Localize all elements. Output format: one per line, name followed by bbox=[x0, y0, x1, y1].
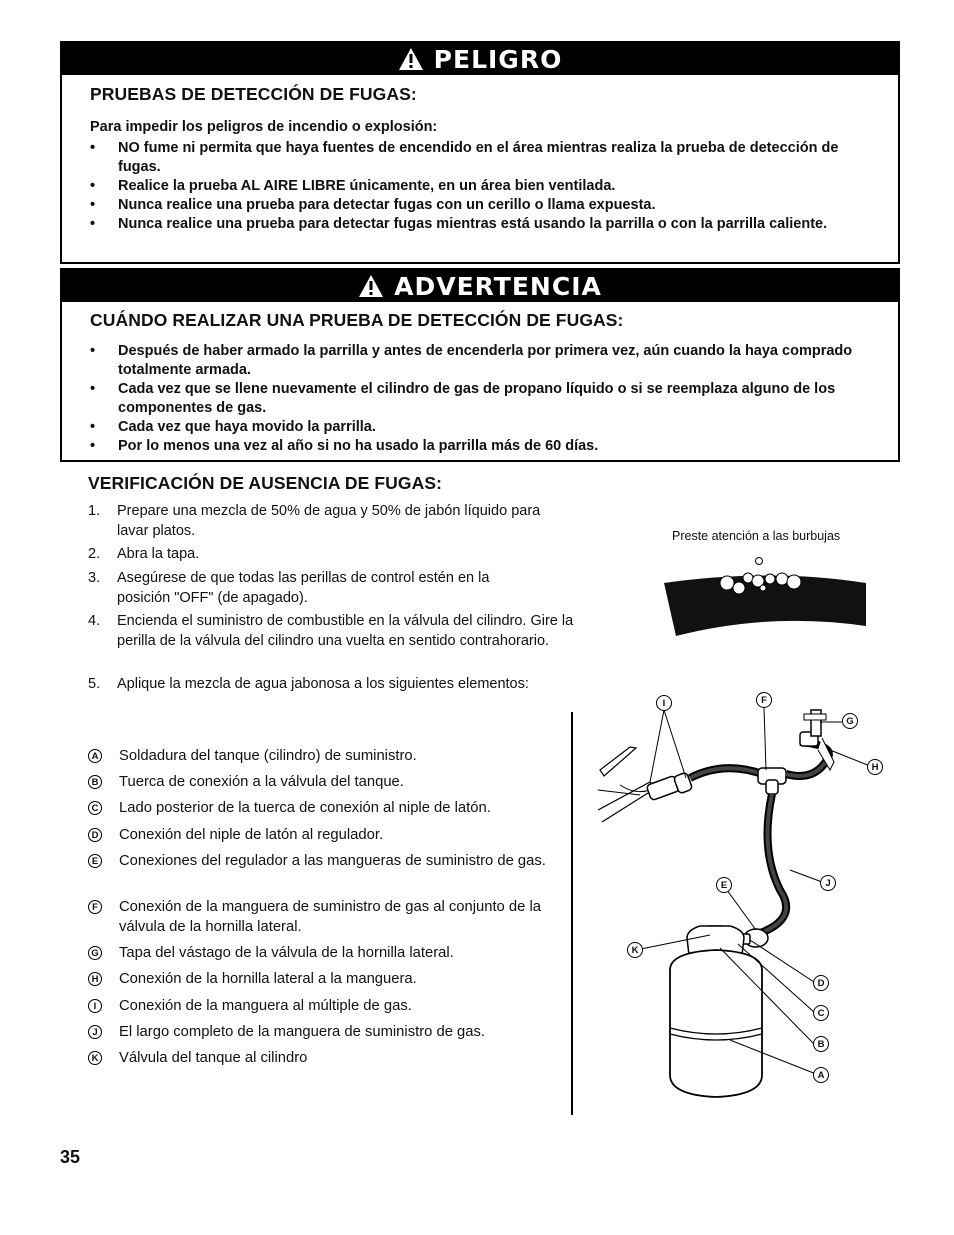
legend-item bbox=[88, 852, 558, 872]
diagram-label-k: K bbox=[627, 942, 643, 958]
legend-text: Tuerca de conexión a la válvula del tanque. bbox=[119, 774, 404, 790]
page-number: 35 bbox=[60, 1147, 81, 1167]
warning-bullet: • Después de haber armado la parrilla y antes de encenderla por primera vez, aún cuando la haya comprado totalmente armada. bbox=[90, 342, 890, 380]
legend-item bbox=[88, 997, 558, 1017]
diagram-label-c: C bbox=[813, 1005, 829, 1021]
bubbles-illustration bbox=[660, 550, 880, 650]
legend-item bbox=[88, 898, 558, 937]
legend-code-badge: H bbox=[88, 972, 102, 986]
diagram-label-f: F bbox=[756, 692, 772, 708]
step-number: 2. bbox=[88, 546, 101, 562]
step-number: 3. bbox=[88, 570, 101, 586]
warning-bullet: • Cada vez que haya movido la parrilla. bbox=[90, 418, 890, 437]
legend-code-badge: J bbox=[88, 1025, 102, 1039]
diagram-label-j: J bbox=[820, 875, 836, 891]
legend-code-badge: G bbox=[88, 946, 102, 960]
peligro-bullet-list bbox=[90, 139, 880, 234]
legend-text: Soldadura del tanque (cilindro) de suministro. bbox=[119, 748, 417, 764]
diagram-label-g: G bbox=[842, 713, 858, 729]
advertencia-bullet-list bbox=[90, 342, 890, 456]
warning-bullet: • Nunca realice una prueba para detectar fugas con un cerillo o llama expuesta. bbox=[90, 196, 880, 215]
warning-bullet: • Nunca realice una prueba para detectar fugas mientras está usando la parrilla o con la parrilla caliente. bbox=[90, 215, 880, 234]
step-2 bbox=[88, 545, 608, 565]
legend-item bbox=[88, 944, 558, 964]
legend-item bbox=[88, 773, 558, 793]
legend-code-badge: B bbox=[88, 775, 102, 789]
legend-text: Conexión de la hornilla lateral a la manguera. bbox=[119, 971, 417, 987]
peligro-heading: PRUEBAS DE DETECCIÓN DE FUGAS: bbox=[90, 84, 417, 104]
legend-code-badge: A bbox=[88, 749, 102, 763]
step-text: Encienda el suministro de combustible en la válvula del cilindro. Gire la perilla de la válvula del cilindro una vuelta en sentido contrahorario. bbox=[117, 613, 574, 649]
warning-icon bbox=[398, 47, 424, 71]
step-3 bbox=[88, 569, 608, 608]
legend-text: Lado posterior de la tuerca de conexión al niple de latón. bbox=[119, 800, 491, 816]
step-text: Asegúrese de que todas las perillas de control estén en la posición "OFF" (de apagado). bbox=[117, 570, 490, 606]
legend-text: Conexiones del regulador a las mangueras de suministro de gas. bbox=[119, 853, 546, 869]
legend-code-badge: D bbox=[88, 828, 102, 842]
warning-bullet: • Por lo menos una vez al año si no ha usado la parrilla más de 60 días. bbox=[90, 437, 890, 456]
step-number: 4. bbox=[88, 613, 101, 629]
vertical-divider bbox=[571, 712, 573, 1115]
step-text: Abra la tapa. bbox=[117, 546, 200, 562]
peligro-title: PELIGRO bbox=[433, 44, 563, 74]
diagram-label-b: B bbox=[813, 1036, 829, 1052]
legend-item bbox=[88, 799, 558, 819]
diagram-label-h: H bbox=[867, 759, 883, 775]
legend-text: Tapa del vástago de la válvula de la hornilla lateral. bbox=[119, 945, 454, 961]
peligro-intro: Para impedir los peligros de incendio o explosión: bbox=[90, 119, 438, 135]
warning-bullet: • Cada vez que se llene nuevamente el cilindro de gas de propano líquido o si se reemplaza alguno de los componentes de gas. bbox=[90, 380, 890, 418]
legend-item bbox=[88, 970, 558, 990]
legend-item bbox=[88, 747, 558, 767]
legend-item bbox=[88, 1049, 558, 1069]
legend-text: Conexión de la manguera al múltiple de gas. bbox=[119, 998, 412, 1014]
peligro-box bbox=[60, 41, 900, 264]
diagram-label-a: A bbox=[813, 1067, 829, 1083]
gas-connection-diagram bbox=[590, 690, 920, 1110]
legend-code-badge: F bbox=[88, 900, 102, 914]
legend-item bbox=[88, 826, 558, 846]
step-number: 1. bbox=[88, 503, 101, 519]
step-5 bbox=[88, 675, 608, 695]
step-1 bbox=[88, 502, 608, 541]
step-number: 5. bbox=[88, 676, 101, 692]
bubbles-caption: Preste atención a las burbujas bbox=[672, 529, 841, 543]
warning-bullet: • Realice la prueba AL AIRE LIBRE únicamente, en un área bien ventilada. bbox=[90, 177, 880, 196]
legend-text: Conexión de la manguera de suministro de gas al conjunto de la válvula de la hornilla lateral. bbox=[119, 899, 541, 935]
diagram-label-i: I bbox=[656, 695, 672, 711]
advertencia-title: ADVERTENCIA bbox=[394, 271, 602, 301]
diagram-label-d: D bbox=[813, 975, 829, 991]
advertencia-banner bbox=[62, 270, 898, 302]
legend-code-badge: K bbox=[88, 1051, 102, 1065]
legend-code-badge: I bbox=[88, 999, 102, 1013]
legend-item bbox=[88, 1023, 558, 1043]
step-text: Aplique la mezcla de agua jabonosa a los siguientes elementos: bbox=[117, 676, 529, 692]
verificacion-heading: VERIFICACIÓN DE AUSENCIA DE FUGAS: bbox=[88, 473, 443, 493]
warning-icon bbox=[358, 274, 384, 298]
legend-code-badge: E bbox=[88, 854, 102, 868]
step-text: Prepare una mezcla de 50% de agua y 50% de jabón líquido para lavar platos. bbox=[117, 503, 541, 539]
legend-text: Conexión del niple de latón al regulador. bbox=[119, 827, 384, 843]
diagram-label-e: E bbox=[716, 877, 732, 893]
peligro-banner bbox=[62, 43, 898, 75]
step-4 bbox=[88, 612, 608, 651]
legend-text: Válvula del tanque al cilindro bbox=[119, 1050, 308, 1066]
advertencia-box bbox=[60, 268, 900, 462]
advertencia-heading: CUÁNDO REALIZAR UNA PRUEBA DE DETECCIÓN DE FUGAS: bbox=[90, 310, 624, 330]
warning-bullet: • NO fume ni permita que haya fuentes de encendido en el área mientras realiza la prueba de detección de fugas. bbox=[90, 139, 880, 177]
legend-text: El largo completo de la manguera de suministro de gas. bbox=[119, 1024, 486, 1040]
legend-code-badge: C bbox=[88, 801, 102, 815]
